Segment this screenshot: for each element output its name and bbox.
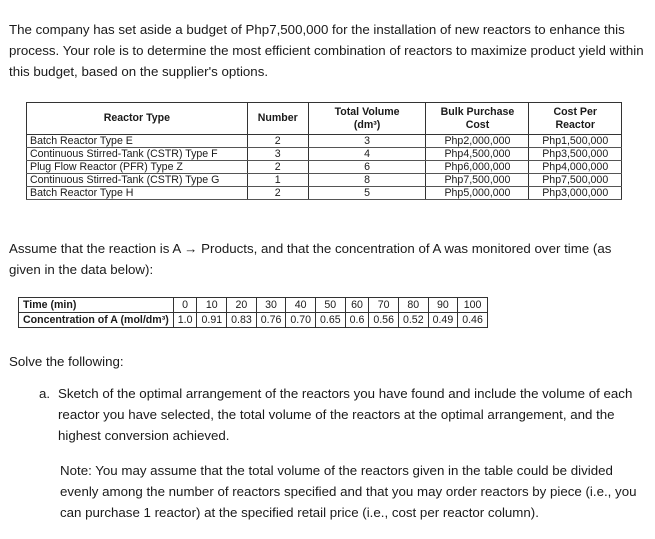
concentration-cell: 0.52 — [398, 313, 428, 328]
reactor-type-cell: Batch Reactor Type E — [27, 135, 248, 148]
concentration-cell: 0.56 — [369, 313, 399, 328]
header-number: Number — [247, 103, 308, 135]
time-cell: 0 — [173, 298, 197, 313]
item-a-text: Sketch of the optimal arrangement of the reactors you have found and include the volume of each reactor you have selected, the total volume of the reactors at the optimal arrangement, and the highest conversion achieved. — [58, 386, 633, 443]
cost-per-reactor-cell: Php3,000,000 — [529, 187, 622, 200]
header-total-volume-line1: Total Volume — [334, 105, 400, 118]
concentration-cell: 1.0 — [173, 313, 197, 328]
header-total-volume — [308, 103, 426, 135]
table-row — [27, 148, 622, 161]
bulk-cost-cell: Php4,500,000 — [426, 148, 529, 161]
number-cell: 1 — [247, 174, 308, 187]
concentration-cell: 0.83 — [227, 313, 257, 328]
time-cell: 30 — [256, 298, 286, 313]
header-cost-per-reactor-line2: Reactor — [555, 118, 595, 131]
time-cell: 50 — [315, 298, 345, 313]
table-row — [27, 174, 622, 187]
time-row — [19, 298, 488, 313]
cost-per-reactor-cell: Php1,500,000 — [529, 135, 622, 148]
header-cost-per-reactor — [529, 103, 622, 135]
reactor-type-cell: Continuous Stirred-Tank (CSTR) Type G — [27, 174, 248, 187]
header-bulk-purchase-line1: Bulk Purchase — [440, 105, 515, 118]
concentration-cell: 0.49 — [428, 313, 458, 328]
table-row — [27, 161, 622, 174]
number-cell: 2 — [247, 187, 308, 200]
intro-paragraph: The company has set aside a budget of Php7,500,000 for the installation of new reactors to enhance this process. Your role is to determine the most efficient combination of reactors to maximize product yield within this budget, based on the supplier's options. — [9, 22, 644, 79]
bulk-cost-cell: Php6,000,000 — [426, 161, 529, 174]
bulk-cost-cell: Php7,500,000 — [426, 174, 529, 187]
concentration-cell: 0.70 — [286, 313, 316, 328]
bulk-cost-cell: Php2,000,000 — [426, 135, 529, 148]
concentration-row — [19, 313, 488, 328]
concentration-label: Concentration of A (mol/dm³) — [19, 313, 174, 328]
table-row — [27, 135, 622, 148]
cost-per-reactor-cell: Php4,000,000 — [529, 161, 622, 174]
time-cell: 70 — [369, 298, 399, 313]
cost-per-reactor-cell: Php3,500,000 — [529, 148, 622, 161]
volume-cell: 3 — [308, 135, 426, 148]
reactor-type-cell: Batch Reactor Type H — [27, 187, 248, 200]
number-cell: 2 — [247, 161, 308, 174]
time-cell: 10 — [197, 298, 227, 313]
concentration-cell: 0.65 — [315, 313, 345, 328]
cost-per-reactor-cell: Php7,500,000 — [529, 174, 622, 187]
time-cell: 100 — [458, 298, 488, 313]
time-cell: 40 — [286, 298, 316, 313]
time-cell: 80 — [398, 298, 428, 313]
concentration-table — [18, 297, 488, 328]
number-cell: 3 — [247, 148, 308, 161]
volume-cell: 4 — [308, 148, 426, 161]
header-reactor-type: Reactor Type — [27, 103, 248, 135]
concentration-cell: 0.91 — [197, 313, 227, 328]
bulk-cost-cell: Php5,000,000 — [426, 187, 529, 200]
volume-cell: 8 — [308, 174, 426, 187]
assumption-paragraph: Assume that the reaction is A → Products, and that the concentration of A was monitored over time (as given in the data below): — [9, 241, 612, 277]
header-cost-per-reactor-line1: Cost Per — [553, 105, 598, 118]
reactor-options-table — [26, 102, 622, 200]
time-cell: 60 — [345, 298, 369, 313]
note-paragraph: Note: You may assume that the total volume of the reactors given in the table could be divided evenly among the number of reactors specified and that you may order reactors by piece (i.e., you can purchase 1 reactor) at the specified retail price (i.e., cost per reactor column). — [60, 463, 637, 520]
reactor-type-cell: Plug Flow Reactor (PFR) Type Z — [27, 161, 248, 174]
time-cell: 90 — [428, 298, 458, 313]
concentration-cell: 0.46 — [458, 313, 488, 328]
time-cell: 20 — [227, 298, 257, 313]
time-label: Time (min) — [19, 298, 174, 313]
volume-cell: 6 — [308, 161, 426, 174]
volume-cell: 5 — [308, 187, 426, 200]
reactor-table-header-row — [27, 103, 622, 135]
header-total-volume-line2: (dm³) — [353, 118, 381, 131]
item-a-label: a. — [39, 386, 51, 401]
header-bulk-purchase-line2: Cost — [465, 118, 490, 131]
header-bulk-purchase — [426, 103, 529, 135]
solve-heading: Solve the following: — [9, 354, 124, 369]
concentration-cell: 0.6 — [345, 313, 369, 328]
reactor-type-cell: Continuous Stirred-Tank (CSTR) Type F — [27, 148, 248, 161]
concentration-cell: 0.76 — [256, 313, 286, 328]
table-row — [27, 187, 622, 200]
number-cell: 2 — [247, 135, 308, 148]
